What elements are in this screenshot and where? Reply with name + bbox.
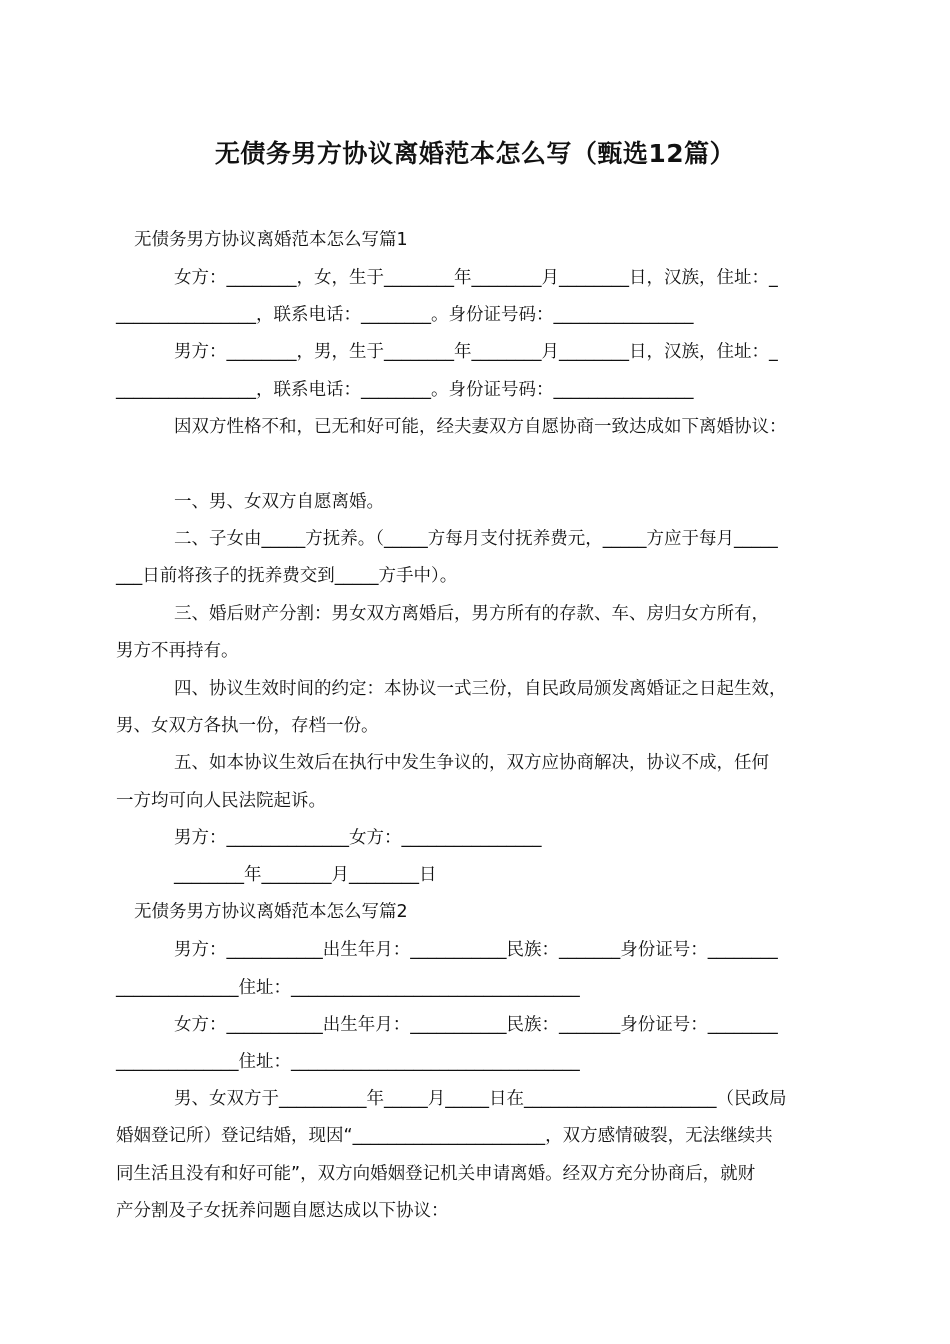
paragraph-line: ______________住址：_________________________________ (116, 1052, 580, 1072)
paragraph-line: ______________住址：_________________________________ (116, 978, 580, 998)
paragraph-line: 男方不再持有。 (116, 641, 239, 661)
paragraph-line: 男、女双方各执一份，存档一份。 (116, 716, 379, 736)
paragraph-line: 婚姻登记所）登记结婚，现因“______________________，双方感情破裂，无法继续共 (116, 1126, 773, 1146)
date-line: ________年________月________日 (174, 865, 437, 885)
paragraph-line: 一方均可向人民法院起诉。 (116, 791, 326, 811)
section-heading-1: 无债务男方协议离婚范本怎么写篇1 (134, 230, 408, 250)
paragraph-line: ___日前将孩子的抚养费交到_____方手中）。 (116, 566, 458, 586)
paragraph-line: 二、子女由_____方抚养。（_____方每月支付抚养费元，_____方应于每月_____ (174, 529, 778, 549)
paragraph-line: 男方：___________出生年月：___________民族：_______身份证号：________ (174, 940, 778, 960)
paragraph-line: 同生活且没有和好可能”，双方向婚姻登记机关申请离婚。经双方充分协商后，就财 (116, 1164, 756, 1184)
paragraph-line: 女方：________，女，生于________年________月________日，汉族，住址：_ (174, 268, 778, 288)
paragraph-line: 四、协议生效时间的约定：本协议一式三份，自民政局颁发离婚证之日起生效， (174, 679, 787, 699)
document-title: 无债务男方协议离婚范本怎么写（甄选12篇） (214, 139, 736, 168)
paragraph-line: 男、女双方于__________年_____月_____日在______________________（民政局 (174, 1089, 787, 1109)
signature-line: 男方：______________女方：________________ (174, 828, 542, 848)
paragraph-line: 女方：___________出生年月：___________民族：_______身份证号：________ (174, 1015, 778, 1035)
paragraph-line: 因双方性格不和，已无和好可能，经夫妻双方自愿协商一致达成如下离婚协议： (174, 417, 787, 437)
paragraph-line: 产分割及子女抚养问题自愿达成以下协议： (116, 1201, 449, 1221)
section-heading-2: 无债务男方协议离婚范本怎么写篇2 (134, 902, 408, 922)
paragraph-line: ________________，联系电话：________。身份证号码：________________ (116, 305, 694, 325)
paragraph-line: 五、如本协议生效后在执行中发生争议的，双方应协商解决，协议不成，任何 (174, 753, 769, 773)
paragraph-line: 男方：________，男，生于________年________月________日，汉族，住址：_ (174, 342, 778, 362)
paragraph-line: 一、男、女双方自愿离婚。 (174, 492, 384, 512)
paragraph-line: 三、婚后财产分割：男女双方离婚后，男方所有的存款、车、房归女方所有， (174, 604, 769, 624)
paragraph-line: ________________，联系电话：________。身份证号码：________________ (116, 380, 694, 400)
